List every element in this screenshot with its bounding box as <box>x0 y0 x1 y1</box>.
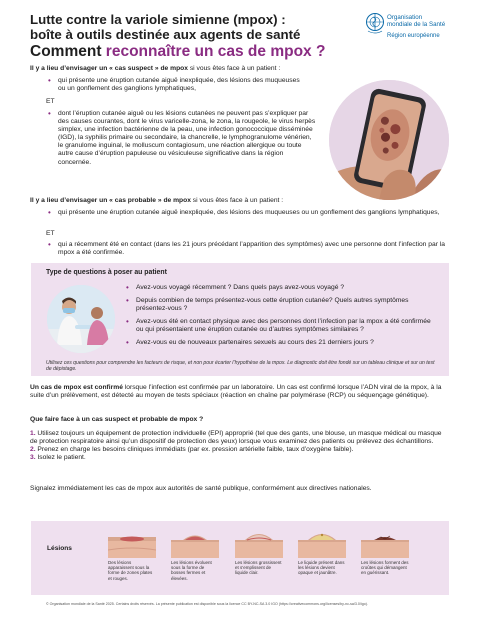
actions-steps <box>30 430 450 462</box>
questions-list <box>124 284 434 348</box>
clinic-photo <box>47 285 115 353</box>
question-item: • Avez-vous voyagé récemment ? Dans quels pays avez-vous voyagé ? <box>124 284 434 292</box>
lesion-stage-5 <box>361 528 409 576</box>
probable-heading-pre: Il y a lieu d’envisager un <box>30 197 110 204</box>
suspect-list-a <box>46 77 306 93</box>
org-name-1: Organisation <box>387 14 423 21</box>
suspect-heading-post: si vous êtes face à un patient : <box>187 65 281 72</box>
questions-title: Type de questions à poser au patient <box>46 269 167 276</box>
question-item: • Depuis combien de temps présentez-vous cette éruption cutanée? Quels autres symptômes présentez-vous ? <box>124 297 434 313</box>
probable-bullet-2: • qui a récemment été en contact (dans les 21 jours précédant l’apparition des symptômes) avec une personne dont l’infection par la mpox a été confirmée. <box>46 241 451 257</box>
questions-note: Utilisez ces questions pour comprendre les facteurs de risque, et non pour écarter l’hypothèse de la mpox. Le diagnostic doit être fondé sur un tableau clinique et sur un test de dépistage. <box>46 360 435 373</box>
suspect-et: ET <box>46 98 55 105</box>
page-title <box>30 12 350 42</box>
subtitle-prefix: Comment <box>30 43 106 60</box>
copyright-footer: © Organisation mondiale de la Santé 2025. Certains droits réservés. La présente publication est disponible sous la licence CC BY-NC-SA 3.0 IGO (https://creativecommons.org/licenses/by-nc-sa/3.0/igo). <box>46 602 368 606</box>
lesions-label: Lésions <box>47 545 72 552</box>
probable-heading-post: si vous êtes face à un patient : <box>190 197 284 204</box>
probable-list-a <box>46 209 451 217</box>
phone-photo <box>329 80 449 200</box>
probable-heading <box>30 197 450 205</box>
title-line-1: Lutte contre la variole simienne (mpox) : <box>30 12 286 27</box>
suspect-list-b <box>46 110 316 167</box>
page-subtitle <box>30 43 325 61</box>
probable-list-b <box>46 241 451 257</box>
probable-et: ET <box>46 230 55 237</box>
lesion-stage-4 <box>298 528 346 576</box>
action-step <box>30 446 450 454</box>
title-line-2: boîte à outils destinée aux agents de santé <box>30 27 301 42</box>
lesion-vesicle-icon <box>235 528 283 558</box>
org-name-2: mondiale de la Santé <box>387 21 446 28</box>
action-step-text: Isolez le patient. <box>35 454 86 462</box>
probable-bullet-1: • qui présente une éruption cutanée aiguë inexpliquée, des lésions des muqueuses ou un gonflement des ganglions lymphatiques, <box>46 209 451 217</box>
action-step-number: 3. <box>30 454 36 462</box>
lesion-stage-1 <box>108 528 156 581</box>
confirmed-text: lorsque l’infection est confirmée par un laboratoire. Un cas est confirmé lorsque l’ADN viral de la mpox, à la suite d’un prélèvement, est détecté au moyen de tests spéciaux (réaction en chaîne par polymérase (RCP) ou séquençage génétique). <box>30 384 442 400</box>
question-item: • Avez-vous eu de nouveaux partenaires sexuels au cours des 21 derniers jours ? <box>124 339 434 347</box>
action-step-text: Prenez en charge les besoins cliniques immédiats (par ex. pression artérielle faible, taux d’oxygène faible). <box>35 446 354 454</box>
lesion-crust-icon <box>361 528 409 558</box>
action-step <box>30 430 450 446</box>
suspect-heading-bold: « cas suspect » de mpox <box>109 65 188 72</box>
lesion-caption: Des lésions apparaissent sous la forme de zones plates et rouges. <box>108 560 153 581</box>
lesion-caption: Les lésions évoluent sous la forme de bosses fermes et élevées. <box>171 560 212 581</box>
actions-heading: Que faire face à un cas suspect et probable de mpox ? <box>30 416 204 423</box>
action-step-text: Utilisez toujours un équipement de protection individuelle (EPI) approprié (tel que des gants, une blouse, un masque médical ou masque de protection respiratoire ainsi qu’un dispositif de protection des yeux) lorsque vous examinez des patients ou prélevez des échantillons. <box>30 430 442 446</box>
lesion-caption: Les lésions grossissent et s’emplissent de liquide clair. <box>235 560 282 576</box>
action-step <box>30 454 450 462</box>
suspect-heading-pre: Il y a lieu d’envisager un <box>30 65 110 72</box>
who-emblem-icon <box>365 12 385 34</box>
lesion-caption: Les lésions forment des croûtes qui démangent en guérissant. <box>361 560 409 576</box>
question-item: • Avez-vous été en contact physique avec des personnes dont l’infection par la mpox a été confirmée ou qui présentaient une éruption cutanée ou d’autres symptômes similaires ? <box>124 318 434 334</box>
suspect-bullet-1: • qui présente une éruption cutanée aiguë inexpliquée, des lésions des muqueuses ou un gonflement des ganglions lymphatiques, <box>46 77 306 93</box>
who-logo <box>365 12 475 52</box>
org-region: Région européenne <box>387 33 440 39</box>
lesion-caption: Le liquide présent dans les lésions devient opaque et jaunâtre. <box>298 560 345 576</box>
lesion-pustule-icon <box>298 528 346 558</box>
suspect-bullet-2: • dont l’éruption cutanée aiguë ou les lésions cutanées ne peuvent pas s’expliquer par des causes courantes, dont le virus varicelle-zona, le zona, la rougeole, le virus herpès simplex, une infection bactérienne de la peau, une infection gonococcique disséminée (IGD), la syphilis primaire ou secondaire, la chancrelle, le lymphogranulome vénérien, le granulome inguinal, le molluscum contagiosum, une réaction allergique ou toute autre cause d’éruption papuleuse ou vésiculeuse significative dans la région concernée. <box>46 110 316 167</box>
lesion-stage-3 <box>235 528 283 576</box>
lesion-flat-icon <box>108 528 156 558</box>
report-paragraph: Signalez immédiatement les cas de mpox aux autorités de santé publique, conformément aux directives nationales. <box>30 485 372 492</box>
action-step-number: 1. <box>30 430 36 437</box>
subtitle-accent: reconnaître un cas de mpox ? <box>105 43 326 60</box>
confirmed-bold: Un cas de mpox est confirmé <box>30 384 123 391</box>
probable-heading-bold: « cas probable » de mpox <box>109 197 191 204</box>
lesion-bump-icon <box>171 528 219 558</box>
confirmed-paragraph <box>30 384 445 400</box>
suspect-heading <box>30 65 330 73</box>
action-step-number: 2. <box>30 446 36 454</box>
lesion-stage-2 <box>171 528 219 581</box>
